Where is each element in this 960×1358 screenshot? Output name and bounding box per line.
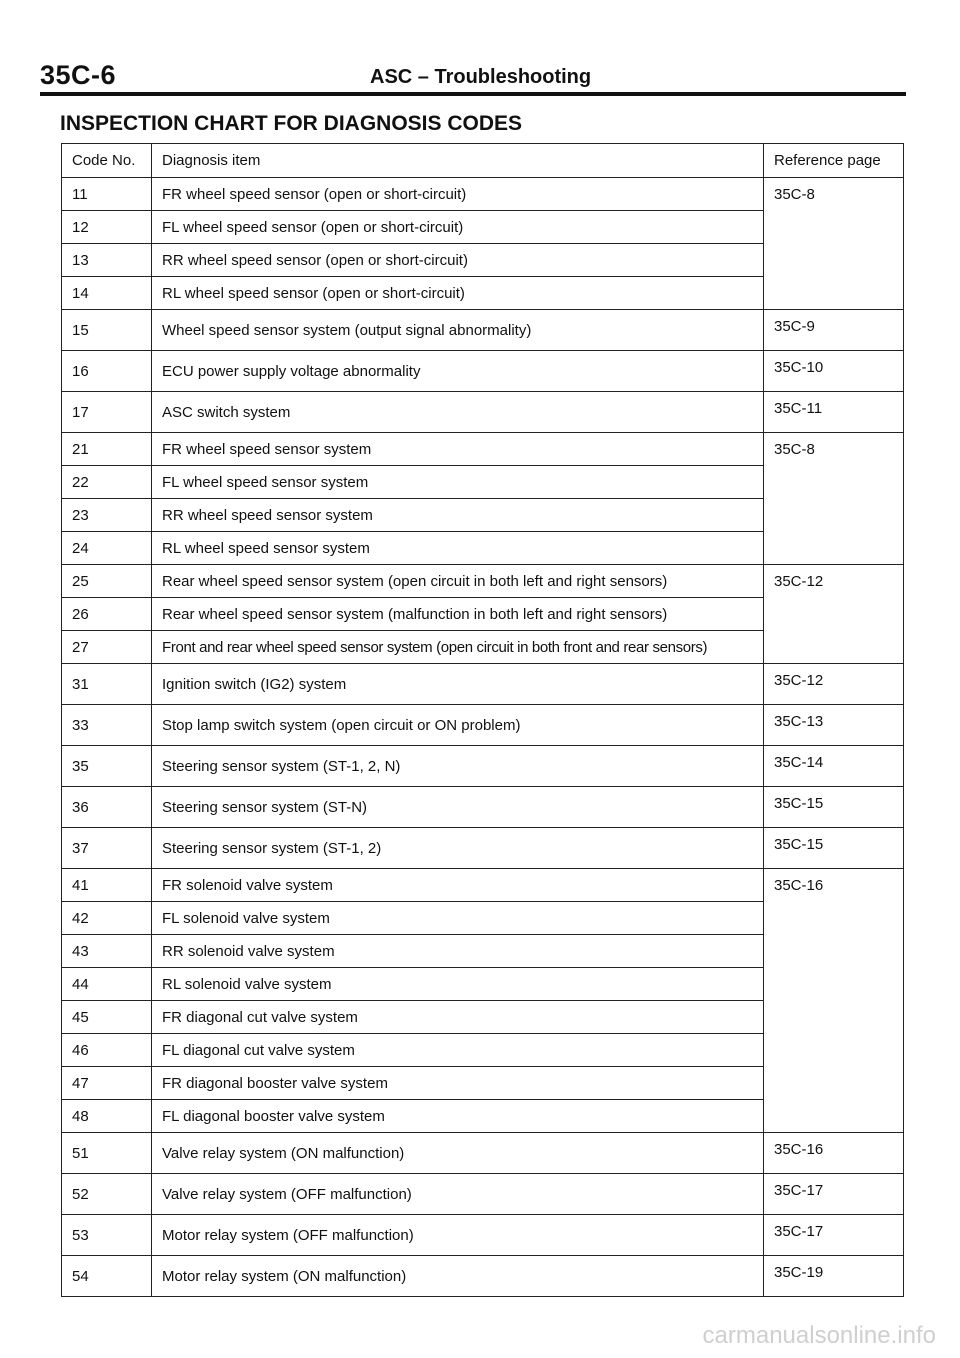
code-cell: 52 [62,1174,152,1215]
running-title: ASC – Troubleshooting [370,66,592,88]
reference-page-cell: 35C-19 [764,1256,904,1297]
code-cell: 17 [62,392,152,433]
diagnosis-item-cell: FL diagonal booster valve system [152,1100,764,1133]
code-cell: 25 [62,565,152,598]
diagnosis-item-cell: RL wheel speed sensor (open or short-circuit) [152,277,764,310]
table-header-row [62,144,904,178]
diagnosis-item-cell: ECU power supply voltage abnormality [152,351,764,392]
diagnosis-item-cell: RR wheel speed sensor system [152,499,764,532]
reference-page-cell: 35C-8 [764,178,904,310]
code-cell: 27 [62,631,152,664]
code-cell: 35 [62,746,152,787]
diagnosis-item-cell: FL wheel speed sensor system [152,466,764,499]
column-header-item: Diagnosis item [152,144,764,178]
diagnosis-item-cell: FR diagonal booster valve system [152,1067,764,1100]
code-cell: 23 [62,499,152,532]
table-row [62,787,904,828]
diagnosis-item-cell: FL diagonal cut valve system [152,1034,764,1067]
reference-page-cell: 35C-14 [764,746,904,787]
diagnosis-item-cell: Valve relay system (OFF malfunction) [152,1174,764,1215]
diagnosis-item-cell: RL solenoid valve system [152,968,764,1001]
diagnosis-item-cell: FL solenoid valve system [152,902,764,935]
code-cell: 31 [62,664,152,705]
reference-page-cell: 35C-17 [764,1215,904,1256]
code-cell: 37 [62,828,152,869]
diagnosis-item-cell: Rear wheel speed sensor system (open circuit in both left and right sensors) [152,565,764,598]
diagnosis-item-cell: Steering sensor system (ST-1, 2, N) [152,746,764,787]
diagnosis-item-cell: ASC switch system [152,392,764,433]
diagnosis-item-cell: Wheel speed sensor system (output signal abnormality) [152,310,764,351]
reference-page-cell: 35C-16 [764,1133,904,1174]
reference-page-cell: 35C-12 [764,565,904,664]
code-cell: 45 [62,1001,152,1034]
table-row [62,664,904,705]
code-cell: 53 [62,1215,152,1256]
diagnosis-item-cell: RR wheel speed sensor (open or short-circuit) [152,244,764,277]
reference-page-cell: 35C-16 [764,869,904,1133]
code-cell: 48 [62,1100,152,1133]
table-row [62,1215,904,1256]
code-cell: 26 [62,598,152,631]
reference-page-cell: 35C-12 [764,664,904,705]
reference-page-cell: 35C-15 [764,787,904,828]
diagnosis-item-cell: FL wheel speed sensor (open or short-circuit) [152,211,764,244]
page-header [40,60,904,94]
code-cell: 24 [62,532,152,565]
code-cell: 15 [62,310,152,351]
code-cell: 11 [62,178,152,211]
reference-page-cell: 35C-10 [764,351,904,392]
table-row [62,746,904,787]
code-cell: 21 [62,433,152,466]
diagnosis-item-cell: Rear wheel speed sensor system (malfunction in both left and right sensors) [152,598,764,631]
diagnosis-item-cell: FR diagonal cut valve system [152,1001,764,1034]
code-cell: 33 [62,705,152,746]
table-row [62,565,904,598]
reference-page-cell: 35C-9 [764,310,904,351]
diagnosis-item-cell: Motor relay system (OFF malfunction) [152,1215,764,1256]
reference-page-cell: 35C-11 [764,392,904,433]
reference-page-cell: 35C-15 [764,828,904,869]
code-cell: 47 [62,1067,152,1100]
diagnosis-item-cell: RR solenoid valve system [152,935,764,968]
page-number: 35C-6 [40,60,117,90]
diagnosis-item-cell: Ignition switch (IG2) system [152,664,764,705]
diagnosis-item-cell: FR wheel speed sensor system [152,433,764,466]
table-row [62,310,904,351]
code-cell: 54 [62,1256,152,1297]
diagnosis-item-cell: Stop lamp switch system (open circuit or ON problem) [152,705,764,746]
table-row [62,705,904,746]
code-cell: 12 [62,211,152,244]
table-row [62,1256,904,1297]
table-row [62,1133,904,1174]
diagnosis-item-cell: FR wheel speed sensor (open or short-circuit) [152,178,764,211]
code-cell: 42 [62,902,152,935]
table-row [62,178,904,211]
diagnosis-item-cell: Valve relay system (ON malfunction) [152,1133,764,1174]
table-row [62,351,904,392]
table-row [62,1174,904,1215]
table-row [62,433,904,466]
diagnosis-item-cell: Steering sensor system (ST-N) [152,787,764,828]
column-header-reference: Reference page [764,144,904,178]
table-row [62,828,904,869]
code-cell: 16 [62,351,152,392]
table-body [62,178,904,1297]
code-cell: 22 [62,466,152,499]
table-row [62,392,904,433]
table-row [62,869,904,902]
code-cell: 14 [62,277,152,310]
code-cell: 43 [62,935,152,968]
header-rule [40,92,906,96]
code-cell: 46 [62,1034,152,1067]
diagnosis-item-cell: Front and rear wheel speed sensor system (open circuit in both front and rear sensors) [152,631,764,664]
code-cell: 13 [62,244,152,277]
column-header-code: Code No. [62,144,152,178]
diagnosis-item-cell: RL wheel speed sensor system [152,532,764,565]
reference-page-cell: 35C-13 [764,705,904,746]
diagnosis-code-table [61,143,904,1297]
page-title: INSPECTION CHART FOR DIAGNOSIS CODES [60,112,523,135]
code-cell: 36 [62,787,152,828]
code-cell: 51 [62,1133,152,1174]
code-cell: 44 [62,968,152,1001]
diagnosis-item-cell: Motor relay system (ON malfunction) [152,1256,764,1297]
code-cell: 41 [62,869,152,902]
reference-page-cell: 35C-8 [764,433,904,565]
diagnosis-item-cell: Steering sensor system (ST-1, 2) [152,828,764,869]
diagnosis-item-cell: FR solenoid valve system [152,869,764,902]
reference-page-cell: 35C-17 [764,1174,904,1215]
watermark: carmanualsonline.info [702,1322,936,1349]
